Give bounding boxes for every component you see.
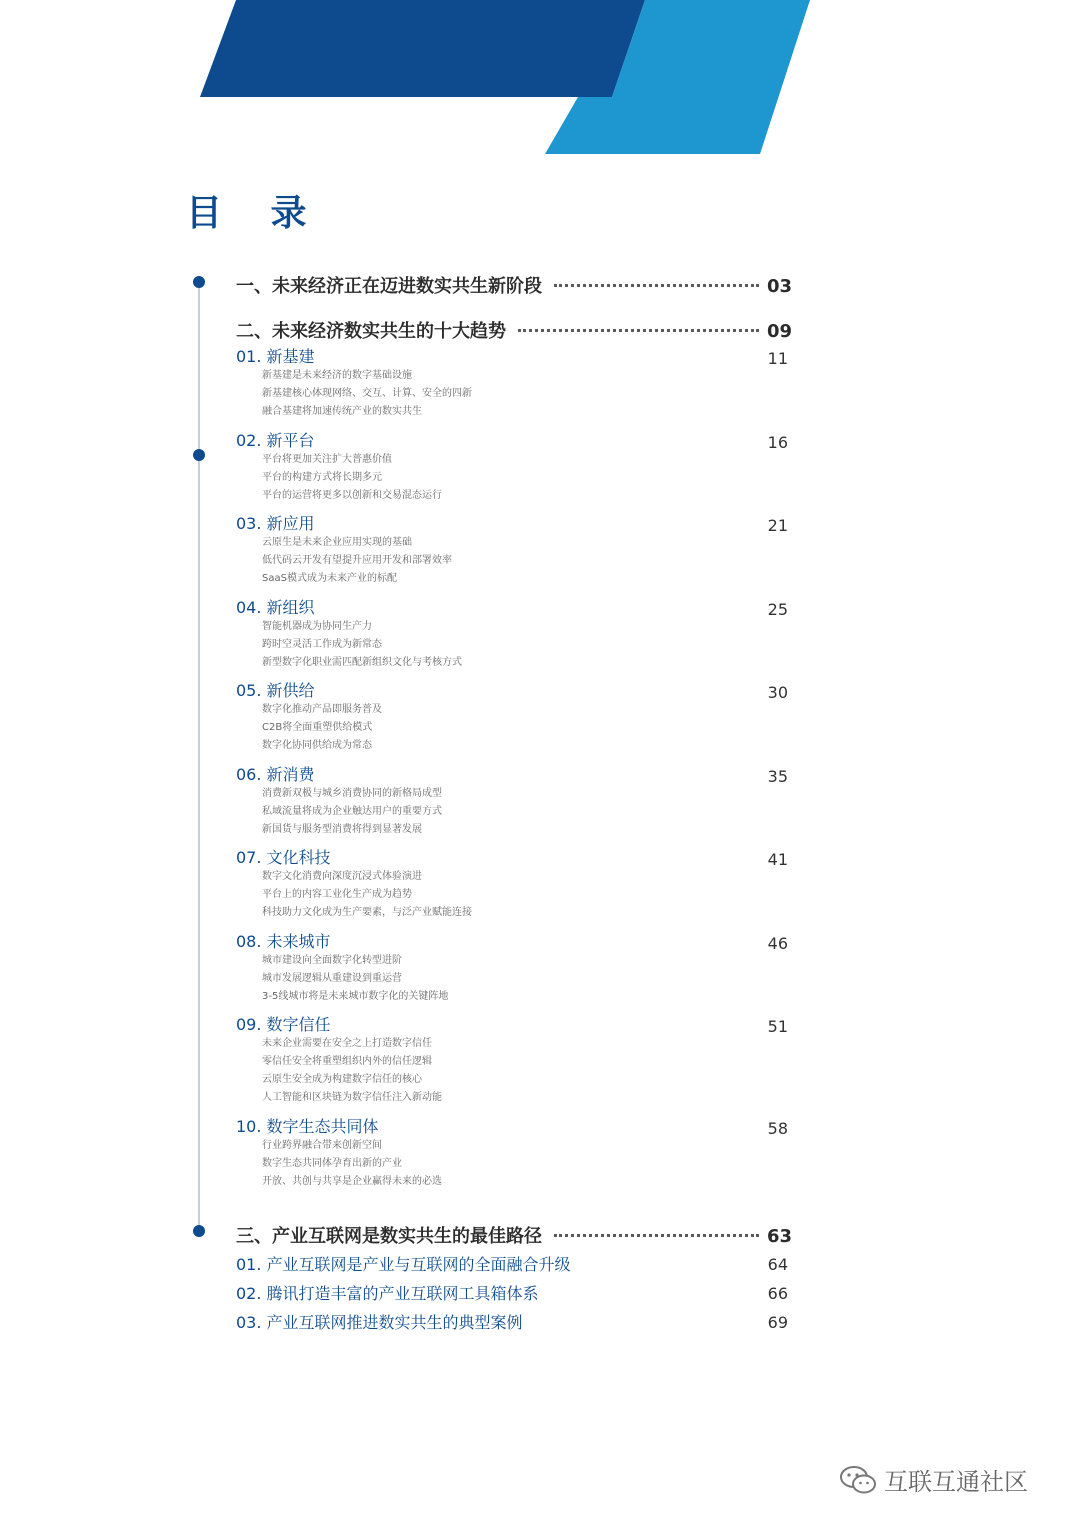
toc-section-2[interactable]	[236, 317, 792, 343]
item-page: 35	[767, 767, 788, 786]
item-desc: 消费新双极与城乡消费协同的新格局成型	[262, 788, 442, 799]
item-page: 46	[767, 934, 788, 953]
item-desc: 新型数字化职业需匹配新组织文化与考核方式	[262, 657, 462, 668]
item-desc: 数字文化消费向深度沉浸式体验演进	[262, 871, 422, 882]
section-page: 03	[766, 276, 792, 297]
page-title: 目 录	[186, 193, 325, 234]
item-desc: 新基建是未来经济的数字基础设施	[262, 370, 412, 381]
item-title: 06. 新消费	[236, 765, 315, 784]
header-banner	[0, 0, 1080, 160]
item-page: 58	[767, 1119, 788, 1138]
item-page: 11	[767, 349, 788, 368]
item-title: 10. 数字生态共同体	[236, 1117, 379, 1136]
item-desc: C2B将全面重塑供给模式	[262, 722, 373, 733]
dot-leader	[554, 1234, 759, 1237]
item-title: 08. 未来城市	[236, 932, 331, 951]
item-desc: 数字生态共同体孕育出新的产业	[262, 1158, 402, 1169]
item-page: 30	[767, 683, 788, 702]
toc-item-path-01[interactable]	[236, 1252, 792, 1276]
watermark-text: 互联互通社区	[884, 1468, 1028, 1496]
toc-item-trend-01[interactable]	[236, 347, 792, 421]
dot-leader	[518, 329, 759, 332]
timeline-dot	[193, 276, 205, 288]
item-title: 09. 数字信任	[236, 1015, 331, 1034]
item-desc: 新基建核心体现网络、交互、计算、安全的四新	[262, 388, 472, 399]
wechat-icon	[838, 1464, 878, 1496]
item-title: 07. 文化科技	[236, 848, 331, 867]
item-title: 04. 新组织	[236, 598, 315, 617]
toc-item-trend-04[interactable]	[236, 598, 792, 672]
item-desc: 数字化推动产品即服务普及	[262, 704, 382, 715]
toc-item-path-03[interactable]	[236, 1310, 792, 1334]
item-desc: 人工智能和区块链为数字信任注入新动能	[262, 1092, 442, 1103]
item-desc: SaaS模式成为未来产业的标配	[262, 573, 397, 584]
item-page: 21	[767, 516, 788, 535]
item-desc: 平台的构建方式将长期多元	[262, 472, 382, 483]
item-desc: 智能机器成为协同生产力	[262, 621, 372, 632]
item-desc: 开放、共创与共享是企业赢得未来的必选	[262, 1176, 442, 1187]
item-title: 01. 产业互联网是产业与互联网的全面融合升级	[236, 1255, 571, 1274]
toc-item-path-02[interactable]	[236, 1281, 792, 1305]
section-page: 63	[766, 1226, 792, 1247]
toc-item-trend-05[interactable]	[236, 681, 792, 755]
item-desc: 3-5线城市将是未来城市数字化的关键阵地	[262, 991, 449, 1002]
item-desc: 新国货与服务型消费将得到显著发展	[262, 824, 422, 835]
section-title: 一、未来经济正在迈进数实共生新阶段	[236, 276, 542, 297]
timeline-line	[198, 282, 200, 1232]
dot-leader	[554, 284, 759, 287]
watermark	[838, 1462, 1028, 1497]
section-page: 09	[766, 321, 792, 342]
item-desc: 科技助力文化成为生产要素，与泛产业赋能连接	[262, 907, 472, 918]
item-desc: 低代码云开发有望提升应用开发和部署效率	[262, 555, 452, 566]
item-title: 02. 新平台	[236, 431, 315, 450]
item-desc: 融合基建将加速传统产业的数实共生	[262, 406, 422, 417]
item-desc: 跨时空灵活工作成为新常态	[262, 639, 382, 650]
toc-item-trend-07[interactable]	[236, 848, 792, 922]
item-page: 69	[767, 1313, 788, 1332]
toc-item-trend-06[interactable]	[236, 765, 792, 839]
item-title: 03. 新应用	[236, 514, 315, 533]
timeline-dot	[193, 449, 205, 461]
item-page: 64	[767, 1255, 788, 1274]
item-page: 66	[767, 1284, 788, 1303]
item-desc: 数字化协同供给成为常态	[262, 740, 372, 751]
item-desc: 私域流量将成为企业触达用户的重要方式	[262, 806, 442, 817]
item-page: 41	[767, 850, 788, 869]
section-title: 二、未来经济数实共生的十大趋势	[236, 321, 506, 342]
item-desc: 云原生是未来企业应用实现的基础	[262, 537, 412, 548]
toc-item-trend-08[interactable]	[236, 932, 792, 1006]
toc-section-1[interactable]	[236, 272, 792, 298]
item-page: 51	[767, 1017, 788, 1036]
item-title: 03. 产业互联网推进数实共生的典型案例	[236, 1313, 523, 1332]
timeline-dot	[193, 1225, 205, 1237]
item-desc: 未来企业需要在安全之上打造数字信任	[262, 1038, 432, 1049]
item-title: 02. 腾讯打造丰富的产业互联网工具箱体系	[236, 1284, 539, 1303]
item-desc: 平台上的内容工业化生产成为趋势	[262, 889, 412, 900]
item-page: 16	[767, 433, 788, 452]
item-desc: 平台的运营将更多以创新和交易混态运行	[262, 490, 442, 501]
toc-item-trend-03[interactable]	[236, 514, 792, 588]
item-desc: 零信任安全将重塑组织内外的信任逻辑	[262, 1056, 432, 1067]
item-desc: 平台将更加关注扩大普惠价值	[262, 454, 392, 465]
item-title: 05. 新供给	[236, 681, 315, 700]
toc-section-3[interactable]	[236, 1222, 792, 1248]
toc-item-trend-09[interactable]	[236, 1015, 792, 1107]
item-page: 25	[767, 600, 788, 619]
item-desc: 城市发展逻辑从重建设到重运营	[262, 973, 402, 984]
item-title: 01. 新基建	[236, 347, 315, 366]
item-desc: 云原生安全成为构建数字信任的核心	[262, 1074, 422, 1085]
item-desc: 行业跨界融合带来创新空间	[262, 1140, 382, 1151]
item-desc: 城市建设向全面数字化转型进阶	[262, 955, 402, 966]
toc-item-trend-10[interactable]	[236, 1117, 792, 1191]
toc-item-trend-02[interactable]	[236, 431, 792, 505]
section-title: 三、产业互联网是数实共生的最佳路径	[236, 1226, 542, 1247]
banner-shape-dark	[200, 0, 645, 97]
